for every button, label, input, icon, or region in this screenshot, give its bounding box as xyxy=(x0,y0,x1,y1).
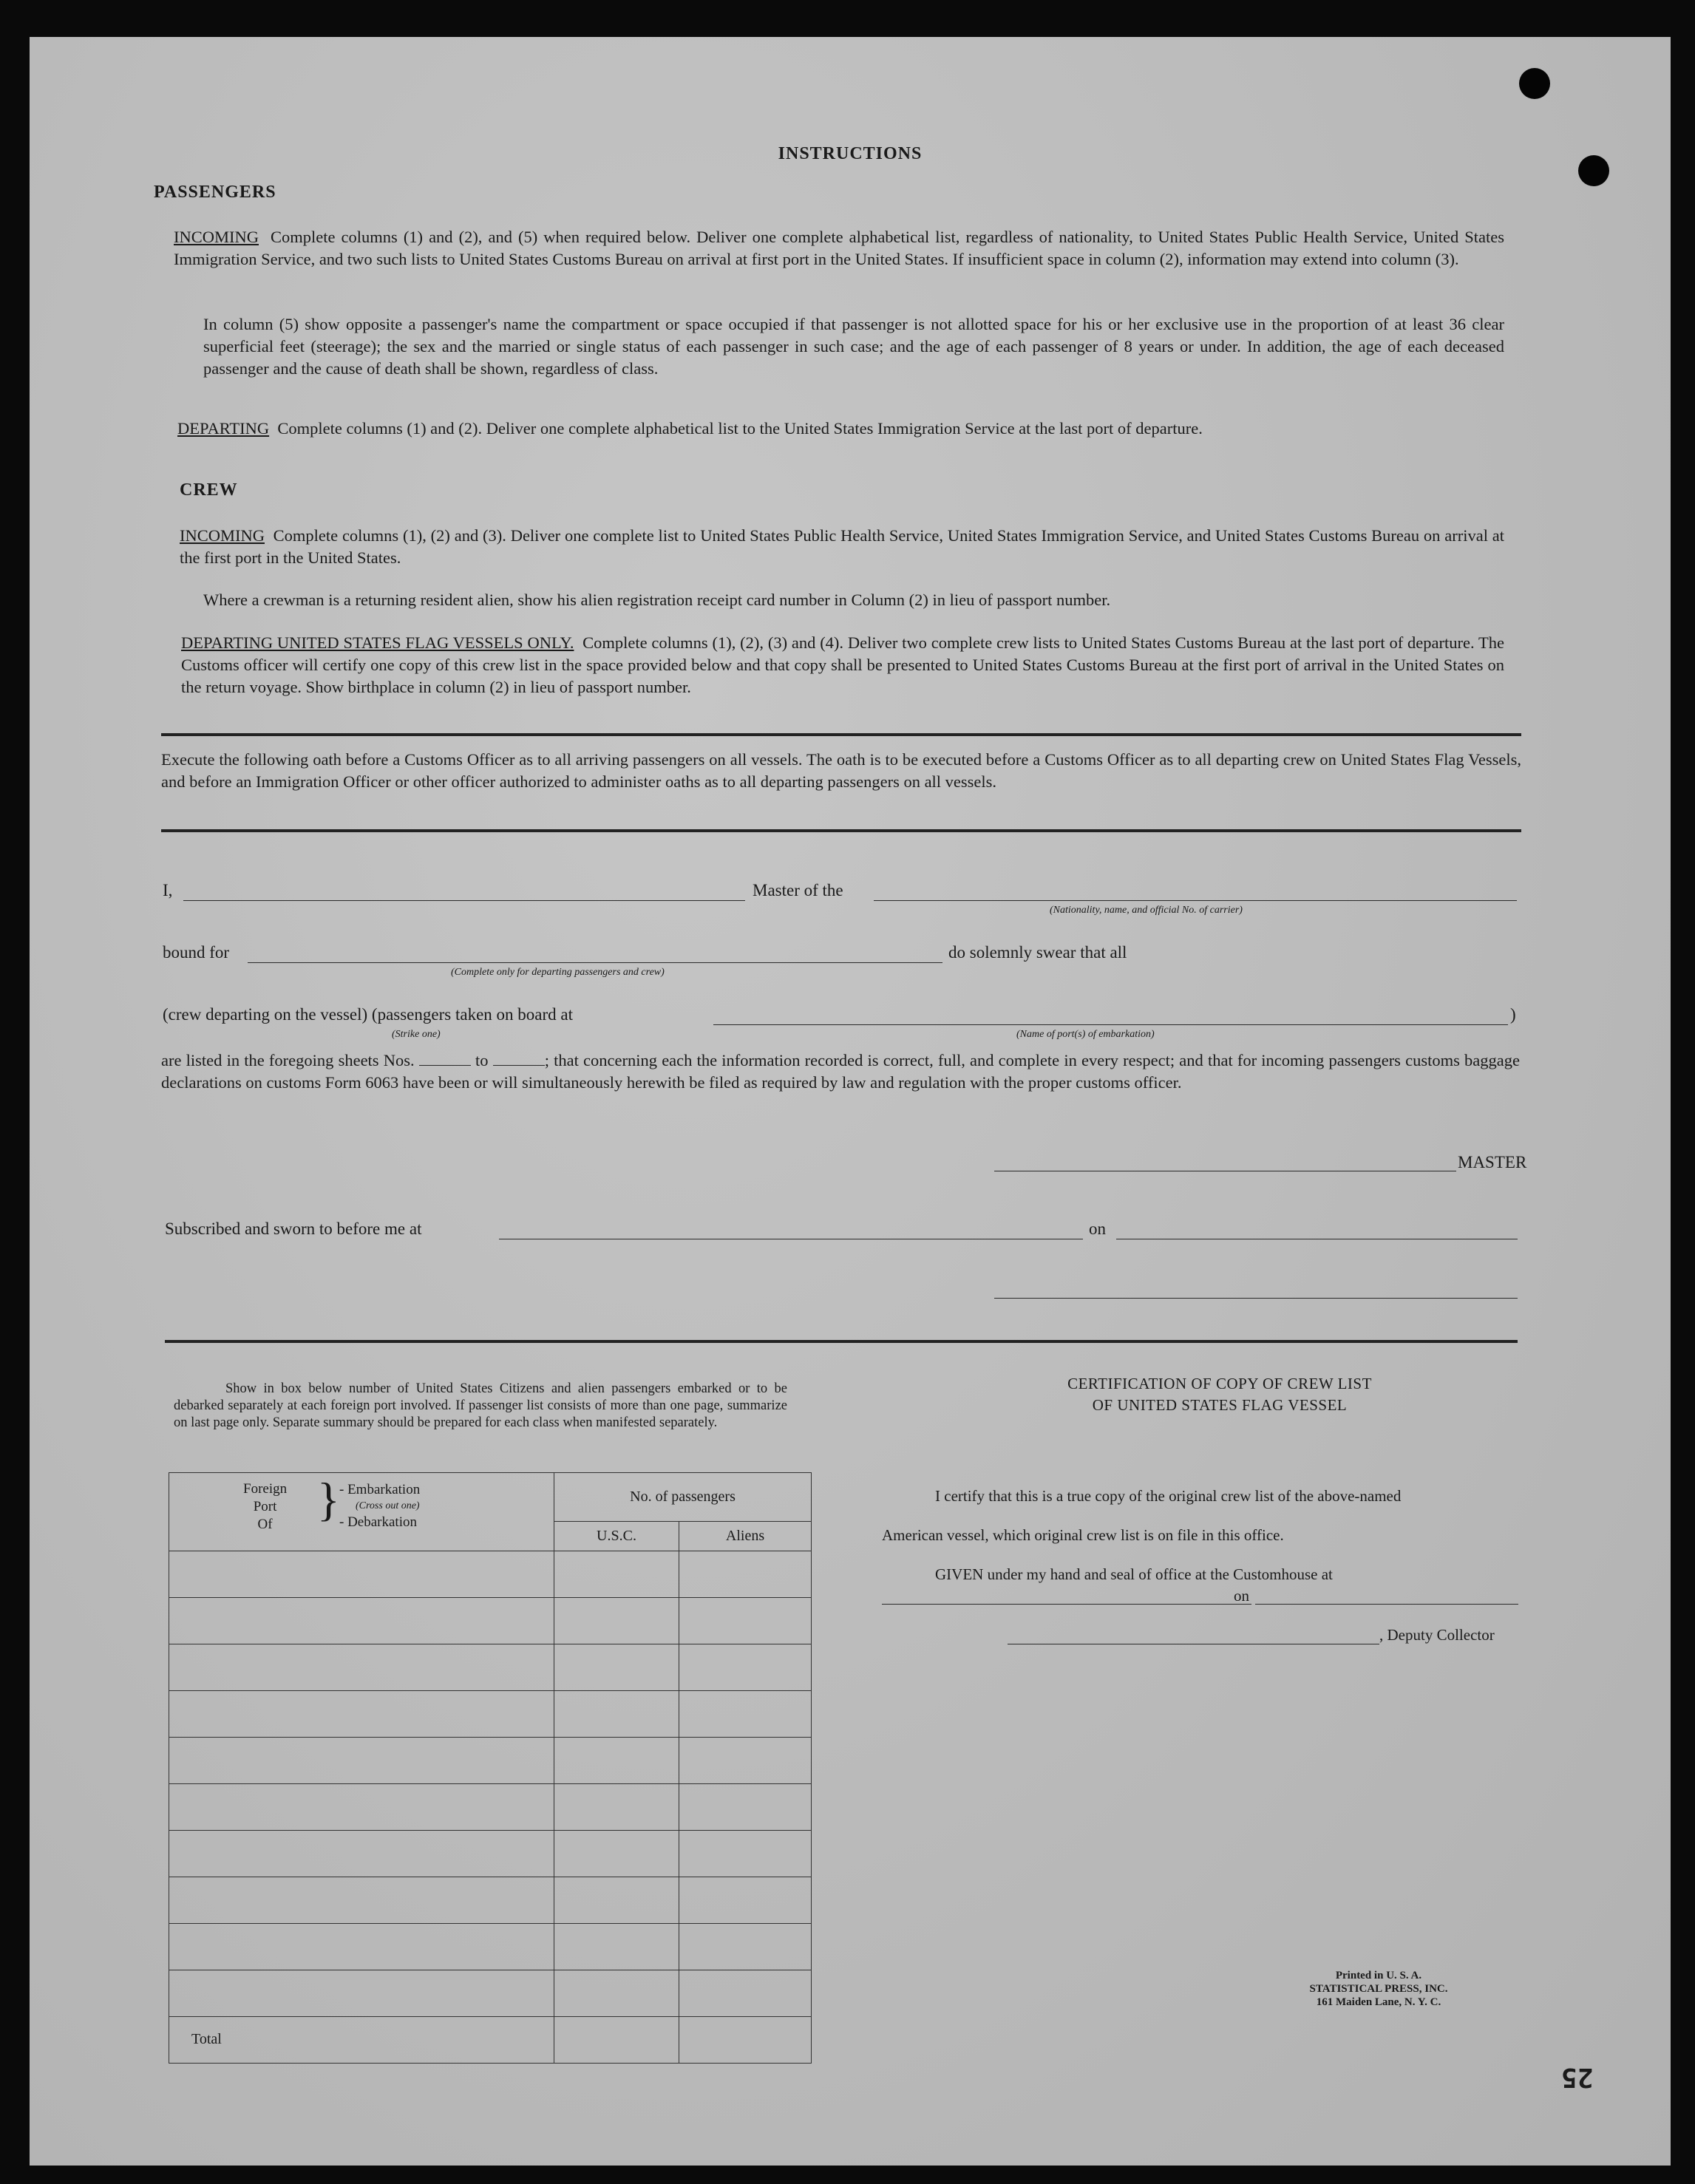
carrier-note: (Nationality, name, and official No. of carrier) xyxy=(1050,905,1243,916)
divider xyxy=(161,733,1521,736)
aliens-cell[interactable] xyxy=(679,1598,812,1644)
incoming-text: Complete columns (1) and (2), and (5) when required below. Deliver one complete alphabetical list, regardless of nationality, to United States Public Health Service, United States Immigration Service, and two such lists to United States Customs Bureau on arrival at first port in the United States. If insufficient space in column (2), information may extend into column (3). xyxy=(174,228,1505,268)
bound-for-label: bound for xyxy=(163,943,230,962)
aliens-cell[interactable] xyxy=(679,1784,812,1831)
listed-paragraph xyxy=(161,1050,1520,1094)
crew-incoming-label: INCOMING xyxy=(180,526,265,545)
total-label: Total xyxy=(169,2016,554,2063)
aliens-cell[interactable] xyxy=(679,1644,812,1691)
aliens-total-cell[interactable] xyxy=(679,2016,812,2063)
aliens-cell[interactable] xyxy=(679,1970,812,2016)
sworn-on-label: on xyxy=(1089,1219,1106,1238)
passengers-heading: PASSENGERS xyxy=(154,183,276,202)
port-cell[interactable] xyxy=(169,1738,554,1784)
port-cell[interactable] xyxy=(169,1644,554,1691)
usc-total-cell[interactable] xyxy=(554,2016,679,2063)
crew-incoming-text: Complete columns (1), (2) and (3). Deliver one complete list to United States Public Health Service, United States Immigration Service, and United States Customs Bureau on arrival at the first port in the United States. xyxy=(180,526,1505,567)
carrier-line[interactable] xyxy=(874,900,1517,901)
column5-paragraph: In column (5) show opposite a passenger's name the compartment or space occupied if that passenger is not allotted space for his or her exclusive use in the proportion of at least 36 clear superficial feet (steerage); the sex and the married or single status of each passenger in such case; and the age of each passenger of 8 years or under. In addition, the age of each deceased passenger and the cause of death shall be shown, regardless of class. xyxy=(203,315,1504,378)
cert-on-label: on xyxy=(1234,1587,1249,1605)
listed-suffix: ; that concerning each the information recorded is correct, full, and complete in every respect; and that for incoming passengers customs baggage declarations on customs Form 6063 have been or will simultaneously herewith be filed as required by law and regulation with the proper customs officer. xyxy=(161,1051,1521,1092)
crew-heading: CREW xyxy=(180,480,238,500)
crew-departing-paragraph xyxy=(181,632,1504,698)
embark-options xyxy=(339,1482,420,1531)
resident-alien-paragraph: Where a crewman is a returning resident alien, show his alien registration receipt card number in Column (2) in lieu of passport number. xyxy=(203,591,1111,609)
aliens-cell[interactable] xyxy=(679,1830,812,1877)
aliens-cell[interactable] xyxy=(679,1551,812,1598)
bound-note: (Complete only for departing passengers and crew) xyxy=(451,967,665,978)
name-line[interactable] xyxy=(183,900,745,901)
close-paren: ) xyxy=(1510,1005,1516,1024)
certify-line2: American vessel, which original crew list is on file in this office. xyxy=(882,1526,1284,1544)
port-cell[interactable] xyxy=(169,1598,554,1644)
usc-cell[interactable] xyxy=(554,1784,679,1831)
port-word: Port xyxy=(253,1499,277,1514)
cross-out-note: (Cross out one) xyxy=(356,1500,420,1511)
to-label: to xyxy=(475,1051,489,1069)
listed-prefix: are listed in the foregoing sheets Nos. xyxy=(161,1051,415,1069)
customhouse-line[interactable] xyxy=(882,1604,1251,1605)
port-cell[interactable] xyxy=(169,1830,554,1877)
port-cell[interactable] xyxy=(169,1691,554,1738)
cert-date-line[interactable] xyxy=(1255,1604,1518,1605)
certify-line1: I certify that this is a true copy of the original crew list of the above-named xyxy=(935,1487,1402,1505)
sheet-from-field[interactable] xyxy=(419,1050,471,1066)
usc-cell[interactable] xyxy=(554,1644,679,1691)
page-number: 25 xyxy=(1561,2062,1594,2092)
aliens-cell[interactable] xyxy=(679,1691,812,1738)
crew-departing-text: (crew departing on the vessel) (passengers taken on board at xyxy=(163,1005,573,1024)
printer-imprint xyxy=(1286,1969,1471,2009)
sheet-to-field[interactable] xyxy=(493,1050,545,1066)
printer-line3: 161 Maiden Lane, N. Y. C. xyxy=(1316,1996,1441,2008)
given-text: GIVEN under my hand and seal of office at the Customhouse at xyxy=(935,1565,1333,1583)
aliens-header: Aliens xyxy=(679,1522,812,1551)
aliens-cell[interactable] xyxy=(679,1877,812,1923)
subscribed-label: Subscribed and sworn to before me at xyxy=(165,1219,422,1238)
aliens-cell[interactable] xyxy=(679,1923,812,1970)
oath-intro: Execute the following oath before a Customs Officer as to all arriving passengers on all vessels. The oath is to be executed before a Customs Officer as to all departing crew on United States Flag Vessels, and before an Immigration Officer or other officer authorized to administer oaths as to all departing passengers on all vessels. xyxy=(161,750,1521,791)
swear-text: do solemnly swear that all xyxy=(948,943,1127,962)
document-page xyxy=(30,37,1671,2166)
port-cell[interactable] xyxy=(169,1970,554,2016)
master-label: MASTER xyxy=(1458,1153,1527,1171)
passengers-incoming-paragraph xyxy=(174,226,1504,271)
divider xyxy=(161,829,1521,832)
port-cell[interactable] xyxy=(169,1551,554,1598)
foreign-port-of xyxy=(243,1480,287,1534)
passenger-summary-table xyxy=(169,1472,812,2064)
port-cell[interactable] xyxy=(169,1784,554,1831)
divider xyxy=(165,1340,1518,1343)
no-of-passengers-header: No. of passengers xyxy=(554,1473,812,1522)
debarkation-label[interactable]: - Debarkation xyxy=(339,1514,417,1530)
port-cell[interactable] xyxy=(169,1923,554,1970)
usc-cell[interactable] xyxy=(554,1830,679,1877)
incoming-label: INCOMING xyxy=(174,228,259,246)
embarkation-label[interactable]: - Embarkation xyxy=(339,1482,421,1497)
bound-for-line[interactable] xyxy=(248,962,942,963)
certification-title-line2: OF UNITED STATES FLAG VESSEL xyxy=(1092,1396,1348,1414)
crew-departing-text: Complete columns (1), (2), (3) and (4). Deliver two complete crew lists to United States Customs Bureau at the last port of departure. The Customs officer will certify one copy of this crew list in the space provided below and that copy shall be presented to United States Customs Bureau at the first port of arrival in the United States on the return voyage. Show birthplace in column (2) in lieu of passport number. xyxy=(181,633,1504,696)
master-of-label: Master of the xyxy=(753,881,843,899)
printer-line2: STATISTICAL PRESS, INC. xyxy=(1309,1983,1448,1995)
usc-cell[interactable] xyxy=(554,1598,679,1644)
usc-cell[interactable] xyxy=(554,1877,679,1923)
usc-header: U.S.C. xyxy=(554,1522,679,1551)
punch-hole xyxy=(1519,68,1550,99)
aliens-cell[interactable] xyxy=(679,1738,812,1784)
passengers-departing-paragraph xyxy=(177,418,1504,440)
departing-label: DEPARTING xyxy=(177,419,270,438)
crew-incoming-paragraph xyxy=(180,525,1504,569)
port-note: (Name of port(s) of embarkation) xyxy=(1016,1029,1155,1040)
i-label: I, xyxy=(163,881,173,899)
printer-line1: Printed in U. S. A. xyxy=(1335,1970,1422,1981)
usc-cell[interactable] xyxy=(554,1551,679,1598)
usc-cell[interactable] xyxy=(554,1691,679,1738)
usc-cell[interactable] xyxy=(554,1738,679,1784)
certification-title xyxy=(909,1373,1530,1416)
usc-cell[interactable] xyxy=(554,1970,679,2016)
instructions-title: INSTRUCTIONS xyxy=(778,144,923,163)
certification-title-line1: CERTIFICATION OF COPY OF CREW LIST xyxy=(1067,1375,1372,1392)
port-header-cell xyxy=(169,1473,554,1551)
usc-cell[interactable] xyxy=(554,1923,679,1970)
officer-signature-line[interactable] xyxy=(994,1298,1518,1299)
summary-instruction: Show in box below number of United States Citizens and alien passengers embarked or to be debarked separately at each foreign port involved. If passenger list consists of more than one page, summarize on last page only. Separate summary should be prepared for each class when manifested separately. xyxy=(174,1381,787,1430)
port-line[interactable] xyxy=(713,1024,1508,1025)
port-cell[interactable] xyxy=(169,1877,554,1923)
crew-departing-label: DEPARTING UNITED STATES FLAG VESSELS ONLY. xyxy=(181,633,574,652)
departing-text: Complete columns (1) and (2). Deliver one complete alphabetical list to the United States Immigration Service at the last port of departure. xyxy=(277,419,1203,438)
brace-icon: } xyxy=(317,1473,340,1525)
foreign-word: Foreign xyxy=(243,1481,288,1497)
strike-note: (Strike one) xyxy=(392,1029,441,1040)
deputy-label: , Deputy Collector xyxy=(1379,1626,1495,1644)
of-word: Of xyxy=(257,1517,273,1532)
